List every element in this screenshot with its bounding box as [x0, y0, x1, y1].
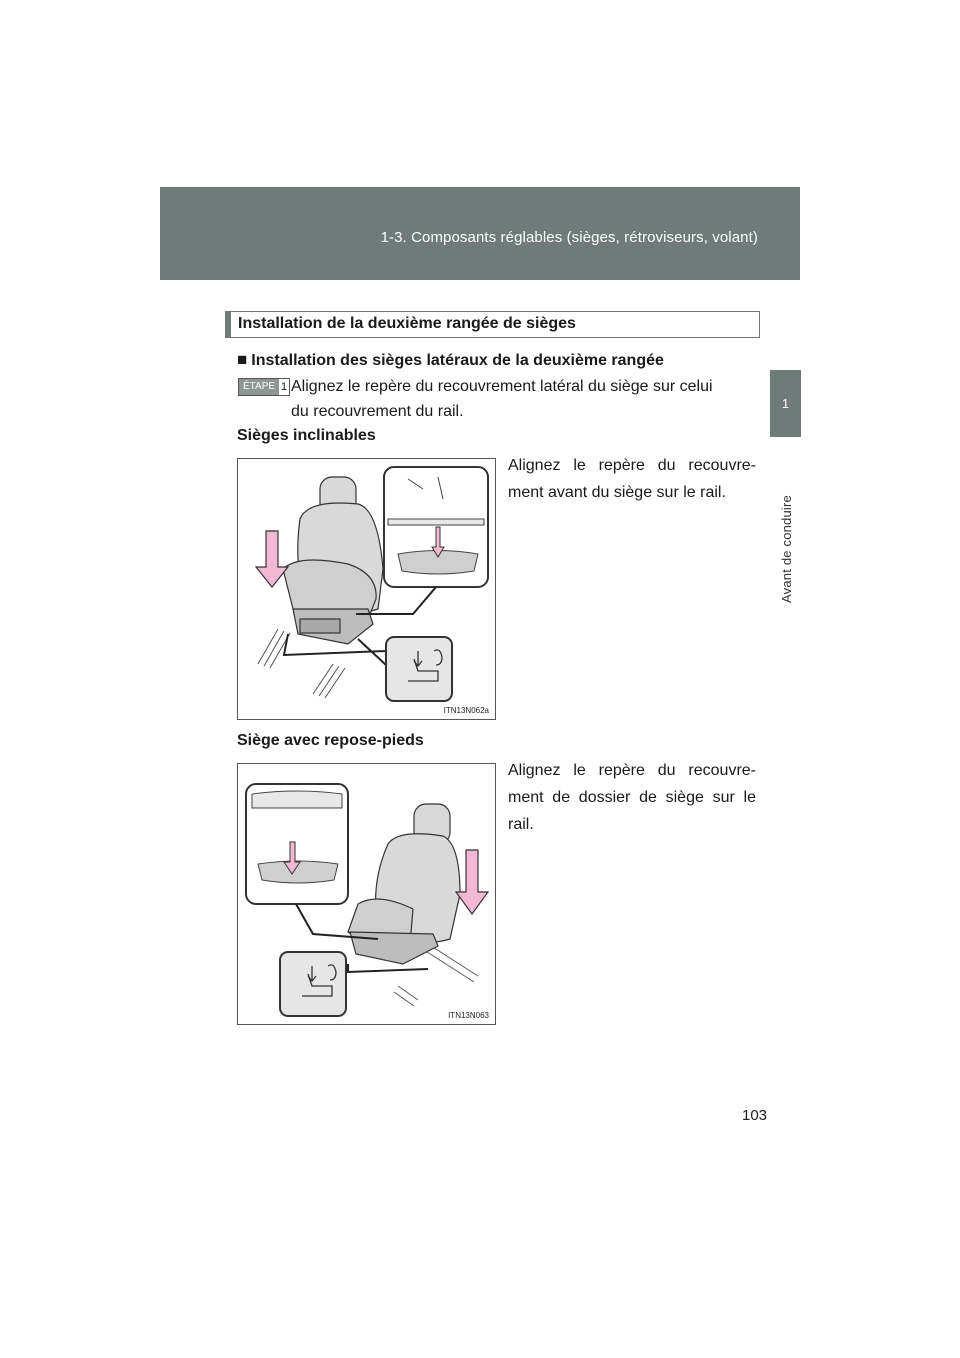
- figure-code: ITN13N063: [448, 1011, 489, 1020]
- variant-title-footrest: Siège avec repose-pieds: [237, 732, 424, 749]
- chapter-tab-number: 1: [770, 370, 801, 437]
- subheading-text: Installation des sièges latéraux de la deuxième rangée: [251, 352, 664, 369]
- step-text-line1: Alignez le repère du recouvrement latéral du siège sur celui: [291, 378, 713, 395]
- step-badge: [238, 378, 290, 396]
- step-badge-label: ÉTAPE: [239, 379, 279, 395]
- variant-description-footrest: Alignez le repère du recouvre-ment de dossier de siège sur le rail.: [508, 762, 756, 833]
- section-accent: [226, 312, 231, 337]
- section-title: Installation de la deuxième rangée de sièges: [238, 315, 576, 332]
- figure-code: ITN13N062a: [443, 706, 489, 715]
- chapter-tab-label: Avant de conduire: [779, 495, 794, 603]
- chapter-title: 1-3. Composants réglables (sièges, rétroviseurs, volant): [380, 229, 758, 246]
- step-text-line2: du recouvrement du rail.: [291, 403, 464, 420]
- variant-description-reclining: Alignez le repère du recouvre-ment avant du siège sur le rail.: [508, 457, 756, 501]
- variant-title-reclining: Sièges inclinables: [237, 427, 376, 444]
- section-header: [225, 311, 760, 338]
- page-number: 103: [742, 1107, 768, 1124]
- figure-footrest-seat: [237, 763, 496, 1025]
- square-bullet-icon: ■: [237, 350, 248, 369]
- figure-reclining-seat: [237, 458, 496, 720]
- chapter-header: [160, 187, 800, 280]
- step-badge-number: 1: [280, 381, 288, 393]
- subheading: [237, 350, 664, 370]
- reclining-seat-illustration: [238, 459, 495, 719]
- footrest-seat-illustration: [238, 764, 495, 1024]
- down-arrow-icon: [256, 531, 288, 587]
- down-arrow-icon: [456, 850, 488, 914]
